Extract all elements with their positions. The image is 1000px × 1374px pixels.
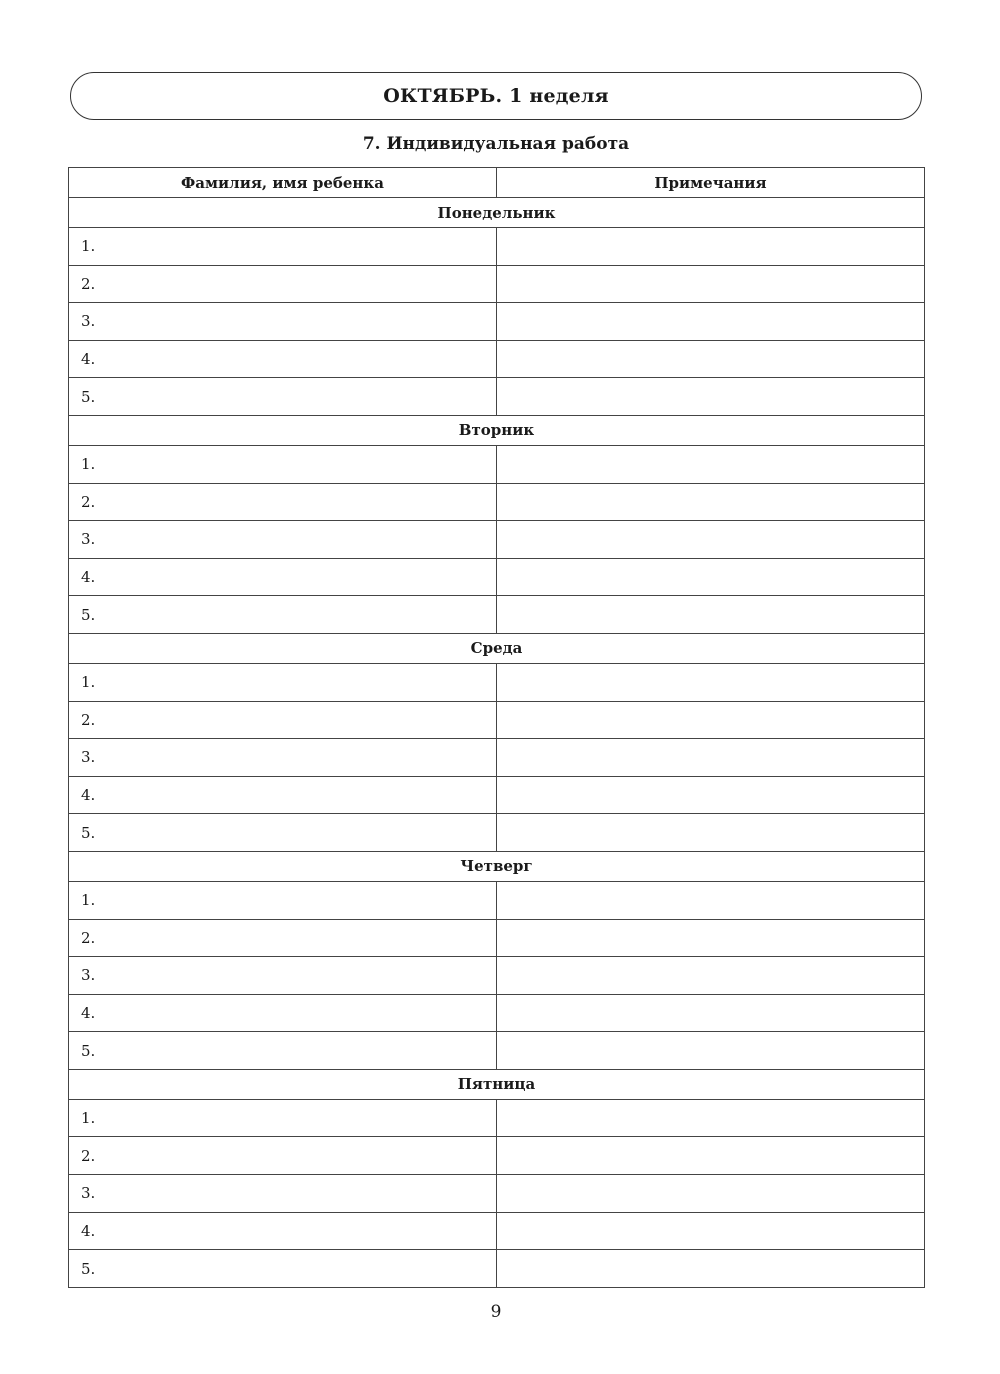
table-row (69, 957, 925, 995)
child-name-cell[interactable]: 3. (69, 1175, 497, 1213)
notes-cell[interactable] (497, 521, 925, 559)
notes-cell[interactable] (497, 378, 925, 416)
notes-cell[interactable] (497, 1032, 925, 1070)
individual-work-table (68, 167, 925, 1288)
notes-cell[interactable] (497, 445, 925, 483)
table-row (69, 228, 925, 266)
child-name-cell[interactable]: 3. (69, 303, 497, 341)
notes-cell[interactable] (497, 663, 925, 701)
child-name-cell[interactable]: 2. (69, 483, 497, 521)
notes-cell[interactable] (497, 1212, 925, 1250)
notes-cell[interactable] (497, 303, 925, 341)
day-section-label: Четверг (69, 851, 925, 881)
table-row (69, 1175, 925, 1213)
child-name-cell[interactable]: 2. (69, 701, 497, 739)
notes-cell[interactable] (497, 596, 925, 634)
child-name-cell[interactable]: 4. (69, 776, 497, 814)
table-row (69, 881, 925, 919)
day-section-label: Вторник (69, 415, 925, 445)
notes-cell[interactable] (497, 228, 925, 266)
notes-cell[interactable] (497, 701, 925, 739)
table-row (69, 596, 925, 634)
child-name-cell[interactable]: 1. (69, 1099, 497, 1137)
table-row (69, 1212, 925, 1250)
notes-cell[interactable] (497, 776, 925, 814)
table-row (69, 521, 925, 559)
table-row (69, 663, 925, 701)
notes-cell[interactable] (497, 1137, 925, 1175)
table-header-row (69, 168, 925, 198)
day-section-row (69, 633, 925, 663)
section-title: 7. Индивидуальная работа (362, 134, 630, 154)
child-name-cell[interactable]: 5. (69, 1032, 497, 1070)
child-name-cell[interactable]: 4. (69, 1212, 497, 1250)
child-name-cell[interactable]: 5. (69, 1250, 497, 1288)
notes-cell[interactable] (497, 814, 925, 852)
notes-cell[interactable] (497, 881, 925, 919)
table-row (69, 994, 925, 1032)
child-name-cell[interactable]: 4. (69, 558, 497, 596)
notes-cell[interactable] (497, 1099, 925, 1137)
notes-cell[interactable] (497, 957, 925, 995)
table-row (69, 558, 925, 596)
table-row (69, 265, 925, 303)
day-section-label: Пятница (69, 1069, 925, 1099)
notes-cell[interactable] (497, 739, 925, 777)
table-row (69, 483, 925, 521)
day-section-row (69, 198, 925, 228)
table-row (69, 814, 925, 852)
table-row (69, 1099, 925, 1137)
table-row (69, 445, 925, 483)
day-section-row (69, 1069, 925, 1099)
child-name-cell[interactable]: 1. (69, 663, 497, 701)
child-name-cell[interactable]: 5. (69, 378, 497, 416)
child-name-cell[interactable]: 3. (69, 957, 497, 995)
notes-cell[interactable] (497, 1250, 925, 1288)
page-title-box (70, 72, 922, 120)
child-name-cell[interactable]: 2. (69, 919, 497, 957)
table-row (69, 739, 925, 777)
day-section-label: Понедельник (69, 198, 925, 228)
child-name-cell[interactable]: 4. (69, 340, 497, 378)
table-row (69, 1032, 925, 1070)
child-name-cell[interactable]: 2. (69, 1137, 497, 1175)
day-section-row (69, 415, 925, 445)
child-name-cell[interactable]: 3. (69, 739, 497, 777)
notes-cell[interactable] (497, 1175, 925, 1213)
table-row (69, 1137, 925, 1175)
notes-cell[interactable] (497, 340, 925, 378)
table-row (69, 919, 925, 957)
notes-cell[interactable] (497, 919, 925, 957)
child-name-cell[interactable]: 2. (69, 265, 497, 303)
notes-cell[interactable] (497, 483, 925, 521)
notes-cell[interactable] (497, 558, 925, 596)
table-row (69, 701, 925, 739)
table-row (69, 1250, 925, 1288)
table-row (69, 340, 925, 378)
column-header-notes: Примечания (497, 168, 925, 198)
notes-cell[interactable] (497, 265, 925, 303)
day-section-label: Среда (69, 633, 925, 663)
child-name-cell[interactable]: 1. (69, 228, 497, 266)
table-row (69, 378, 925, 416)
child-name-cell[interactable]: 5. (69, 814, 497, 852)
child-name-cell[interactable]: 5. (69, 596, 497, 634)
child-name-cell[interactable]: 1. (69, 445, 497, 483)
page-number: 9 (490, 1302, 502, 1322)
child-name-cell[interactable]: 3. (69, 521, 497, 559)
column-header-child-name: Фамилия, имя ребенка (69, 168, 497, 198)
notes-cell[interactable] (497, 994, 925, 1032)
page-title: ОКТЯБРЬ. 1 неделя (383, 85, 609, 107)
child-name-cell[interactable]: 1. (69, 881, 497, 919)
child-name-cell[interactable]: 4. (69, 994, 497, 1032)
table-row (69, 776, 925, 814)
table-row (69, 303, 925, 341)
day-section-row (69, 851, 925, 881)
